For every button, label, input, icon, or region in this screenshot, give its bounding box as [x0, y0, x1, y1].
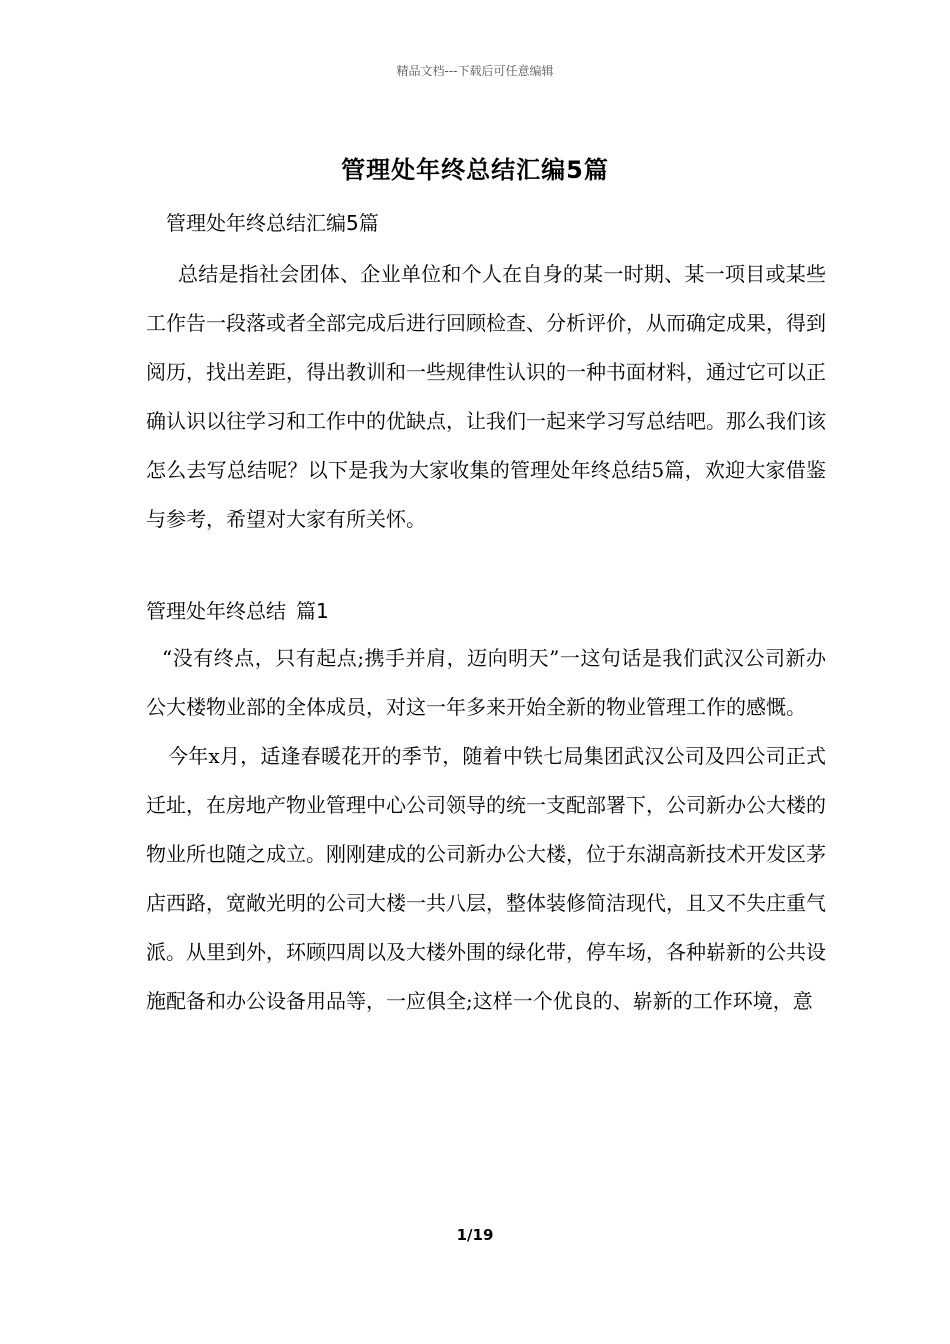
total-pages: 19 — [472, 1226, 494, 1244]
document-body — [146, 200, 826, 1026]
document-subtitle: 管理处年终总结汇编5篇 — [166, 211, 379, 235]
header-note: 精品文档---下载后可任意编辑 — [396, 64, 554, 78]
section-paragraph-1: “没有终点，只有起点;携手并肩，迈向明天”一这句话是我们武汉公司新办公大楼物业部的全体成员，对这一年多来开始全新的物业管理工作的感慨。 — [146, 646, 826, 719]
section-heading-number: 篇1 — [296, 599, 329, 623]
section-heading-text: 管理处年终总结 — [146, 599, 286, 623]
section-heading — [146, 588, 826, 634]
page-separator: / — [467, 1226, 473, 1244]
current-page: 1 — [456, 1226, 468, 1244]
page-number — [0, 1226, 950, 1244]
document-title: 管理处年终总结汇编5篇 — [341, 156, 609, 184]
section-paragraph-2: 今年x月，适逢春暖花开的季节，随着中铁七局集团武汉公司及四公司正式迁址，在房地产物业管理中心公司领导的统一支配部署下，公司新办公大楼的物业所也随之成立。刚刚建成的公司新办公大楼，位于东湖高新技术开发区茅店西路，宽敞光明的公司大楼一共八层，整体装修简洁现代，且又不失庄重气派。从里到外，环顾四周以及大楼外围的绿化带，停车场，各种崭新的公共设施配备和办公设备用品等，一应俱全;这样一个优良的、崭新的工作环境，意 — [146, 744, 826, 1013]
intro-paragraph: 总结是指社会团体、企业单位和个人在自身的某一时期、某一项目或某些工作告一段落或者全部完成后进行回顾检查、分析评价，从而确定成果，得到阅历，找出差距，得出教训和一些规律性认识的一种书面材料，通过它可以正确认识以往学习和工作中的优缺点，让我们一起来学习写总结吧。那么我们该怎么去写总结呢？以下是我为大家收集的管理处年终总结5篇，欢迎大家借鉴与参考，希望对大家有所关怀。 — [146, 262, 826, 531]
